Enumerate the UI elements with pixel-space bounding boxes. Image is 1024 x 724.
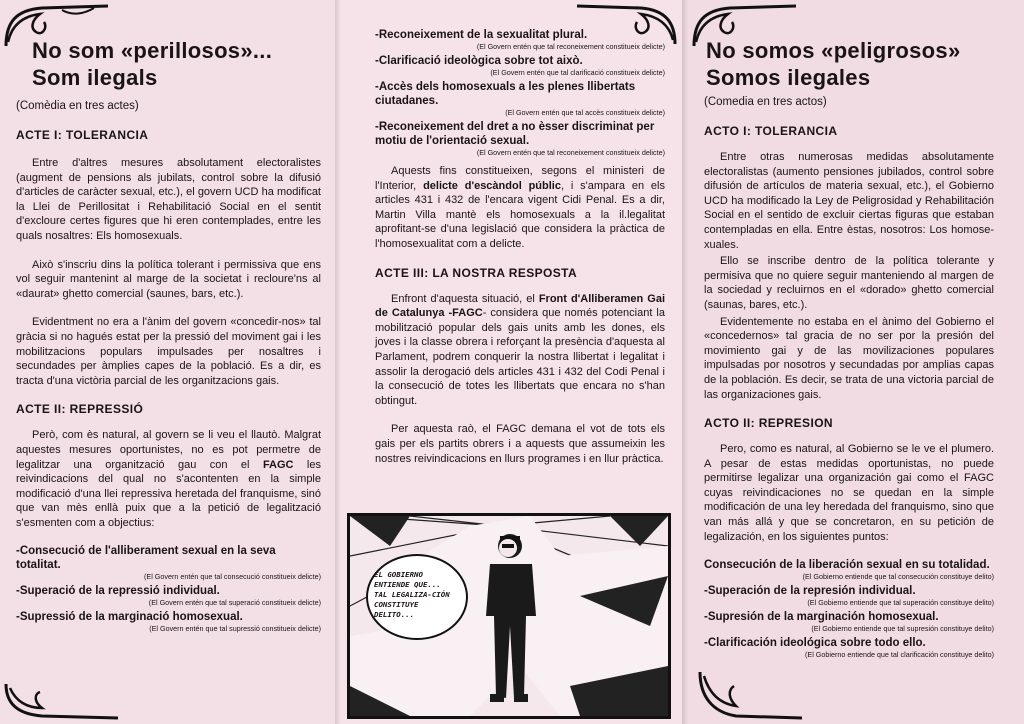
act3-heading: ACTE III: LA NOSTRA RESPOSTA [375, 265, 578, 280]
objective-item: -Clarificació ideològica sobre tot això. [375, 55, 583, 67]
objective-note: (El Govern entén que tal superació constitueix delicte) [148, 598, 321, 608]
corner-ornament-icon [2, 680, 122, 722]
text-span: Aquests fins constitueixen, segons el ministeri de l'Interior, [375, 165, 665, 192]
objective-note: (El Govern entén que tal reconeixement constitueix delicte) [476, 42, 665, 51]
subtitle: (Comedia en tres actos) [704, 96, 827, 108]
objective-item: -Consecució de l'alliberament sexual en la seva totalitat. [16, 545, 276, 572]
objective-note: (El Gobierno entiende que tal consecución constituye delito) [802, 572, 994, 582]
act2-heading: ACTE II: REPRESSIÓ [16, 402, 144, 417]
objective-item: -Supresión de la marginación homosexual. [704, 611, 939, 624]
act1-heading: ACTO I: TOLERANCIA [704, 124, 838, 138]
comic-panel [347, 513, 671, 719]
objective-item: -Clarificación ideológica sobre todo ello. [704, 637, 926, 650]
paragraph: Ello se inscribe dentro de la política tolerante y permisiva que no quiere seguir manteniendo al margen de la sociedad y recluirnos en el «dorado» ghetto comercial (saunas, bares, etc.). [704, 255, 994, 311]
paragraph: Per aquesta raò, el FAGC demana el vot de tots els gais per els partits obrers i a aquests que assumeixin les nostres reivindicacions en llurs programes i en llur pràctica. [375, 423, 665, 465]
objective-note: (El Govern entén que tal consecució constitueix delicte) [144, 572, 321, 582]
paragraph: Això s'inscriu dins la política tolerant i permissiva que ens vol seguir mantenint al marge de la societat i recloure'ns al «daurat» ghetto comercial (saunes, bars, etc.). [16, 258, 321, 300]
objective-item: -Supressió de la marginació homosexual. [16, 611, 243, 624]
objective-note: (El Govern entén que tal reconeixement constitueix delicte) [476, 148, 665, 157]
text-span: - considera que només potenciant la mobilització popular dels gais units amb les dones, els joves i la classe obrera i reforçant la presència d'aquesta al Parlament, podrem conquerir la nostra llibertat i legalitat i assolir la derogació dels articles 431 i 432 del Codi Penal i la consecució de totes les llibertats que encara no s'han obtingut. [375, 307, 665, 407]
objective-item: Consecución de la liberación sexual en su totalidad. [704, 559, 990, 572]
speech-bubble-text: EL GOBIERNO ENTIENDE QUE... TAL LEGALIZA-CIÓN CONSTITUYE DELITO... [374, 570, 450, 619]
objective-item: -Accès dels homosexuals a les plenes llibertats ciutadanes. [375, 81, 636, 107]
objective-note: (El Govern entén que tal supressió constitueix delicte) [149, 624, 321, 634]
act1-heading: ACTE I: TOLERANCIA [16, 128, 149, 142]
text-span: Però, com ès natural, al govern se li veu el llautò. Malgrat aquestes mesures oportunistes, no es pot permetre de legalitzar una organització gau con el [16, 429, 321, 471]
paragraph: Pero, como es natural, al Gobierno se le ve el plumero. A pesar de estas medidas oportunistas, no puede permitirse legalizar una organización gai como el FAGC cuyas reivindicaciones no se quedan en la simple modificación de una ley heredada del franquismo, sino que van más allá y que se concretaron, en su petición de legalización, en los siguientes puntos: [704, 443, 994, 543]
page-title-line2: Somos ilegales [706, 65, 871, 90]
objective-note: (El Govern entén que tal accès constitueix delicte) [505, 108, 665, 117]
fagc-bold: FAGC [262, 458, 294, 471]
paragraph [375, 292, 665, 409]
right-page-spanish [682, 0, 1024, 724]
corner-ornament-icon [696, 668, 806, 722]
page-title-line2: Som ilegals [32, 65, 158, 90]
act2-heading: ACTO II: REPRESION [704, 416, 833, 431]
objective-item: -Superació de la repressió individual. [16, 585, 220, 598]
page-title: No somos «peligrosos» [706, 38, 961, 63]
objective-note: (El Gobierno entiende que tal supresión constituye delito) [811, 624, 994, 634]
text-span: Enfront d'aquesta situació, el [391, 292, 539, 305]
paragraph: Entre d'altres mesures absolutament electoralistes (augment de pensions als jubilats, control sobre la difusió d'articles de caràcter sexual, etc.), el govern UCD ha modificat la Llei de Perillositat i Rehabilitació Social en el sentit d'excloure certes figures que hi eren contemplades, entre les quals nosaltres: Els homosexuals. [16, 157, 321, 242]
fagc-bold: Front d'Alliberamen Gai de Catalunya -FAGC [375, 292, 665, 320]
page-title: No som «perillosos»... [32, 38, 273, 63]
objective-note: (El Gobierno entiende que tal superación constituye delito) [807, 598, 994, 608]
paragraph [375, 164, 665, 252]
bold-phrase: delicte d'escàndol públic [423, 179, 561, 192]
paragraph: Evidentment no era a l'ànim del govern «concedir-nos» tal gràcia si no hagués estat per la pressió del moviment gai i les mobilitzacions populars impulsades per nosaltres i secundades per àmplies capes de la població. Es a dir, es tracta d'una victòria parcial de les organitzacions gais. [16, 316, 321, 387]
text-span: les reivindicacions del qual no s'acontenten en la simple modificació d'una llei repressiva heretada del franquisme, sinó que van mès enllà puix que a la petició de legalització s'esmenten com a objectius: [16, 458, 321, 529]
paragraph [16, 428, 321, 530]
objective-note: (El Govern entén que tal clarificació constitueix delicte) [490, 68, 665, 77]
paragraph: Evidentemente no estaba en el ànimo del Gobierno el «concedernos» tal gracia de no ser por la presión del movimiento gai y de las movilizaciones populares impulsadas por nosotros y secundadas por amplias capas de la población. Es decir, se trata de una victoria parcial de las organizaciones gais. [704, 315, 994, 401]
text-span: , i s'ampara en els articles 431 i 432 de l'encara vigent Cidi Penal. Es a dir, Martin Villa mantè els homosexuals a la il.legalitat aprofitant-se d'una legislació que considera la pràctica de l'homosexualitat com a delicte. [375, 179, 665, 250]
objective-item: -Superación de la represión individual. [704, 585, 916, 598]
subtitle: (Comèdia en tres actes) [16, 100, 139, 112]
left-page-catalan [0, 0, 335, 724]
objective-item: -Reconeixement del dret a no èsser discriminat per motiu de l'orientació sexual. [375, 121, 655, 147]
objective-item: -Reconeixement de la sexualitat plural. [375, 29, 588, 41]
paragraph: Entre otras numerosas medidas absolutamente electoralistas (aumento pensiones jubilados, control sobre difusión de artículos de materia sexual, etc.), el Gobierno UCD ha modificado la Ley de Peligrosidad y Rehabilitación Social en el sentido de excluir ciertas figuras que estaban contempladas en ella. Entre èstas, nosotros: Los homosexuales. [704, 151, 994, 251]
objective-note: (El Gobierno entiende que tal clarificación constituye delito) [805, 650, 994, 660]
